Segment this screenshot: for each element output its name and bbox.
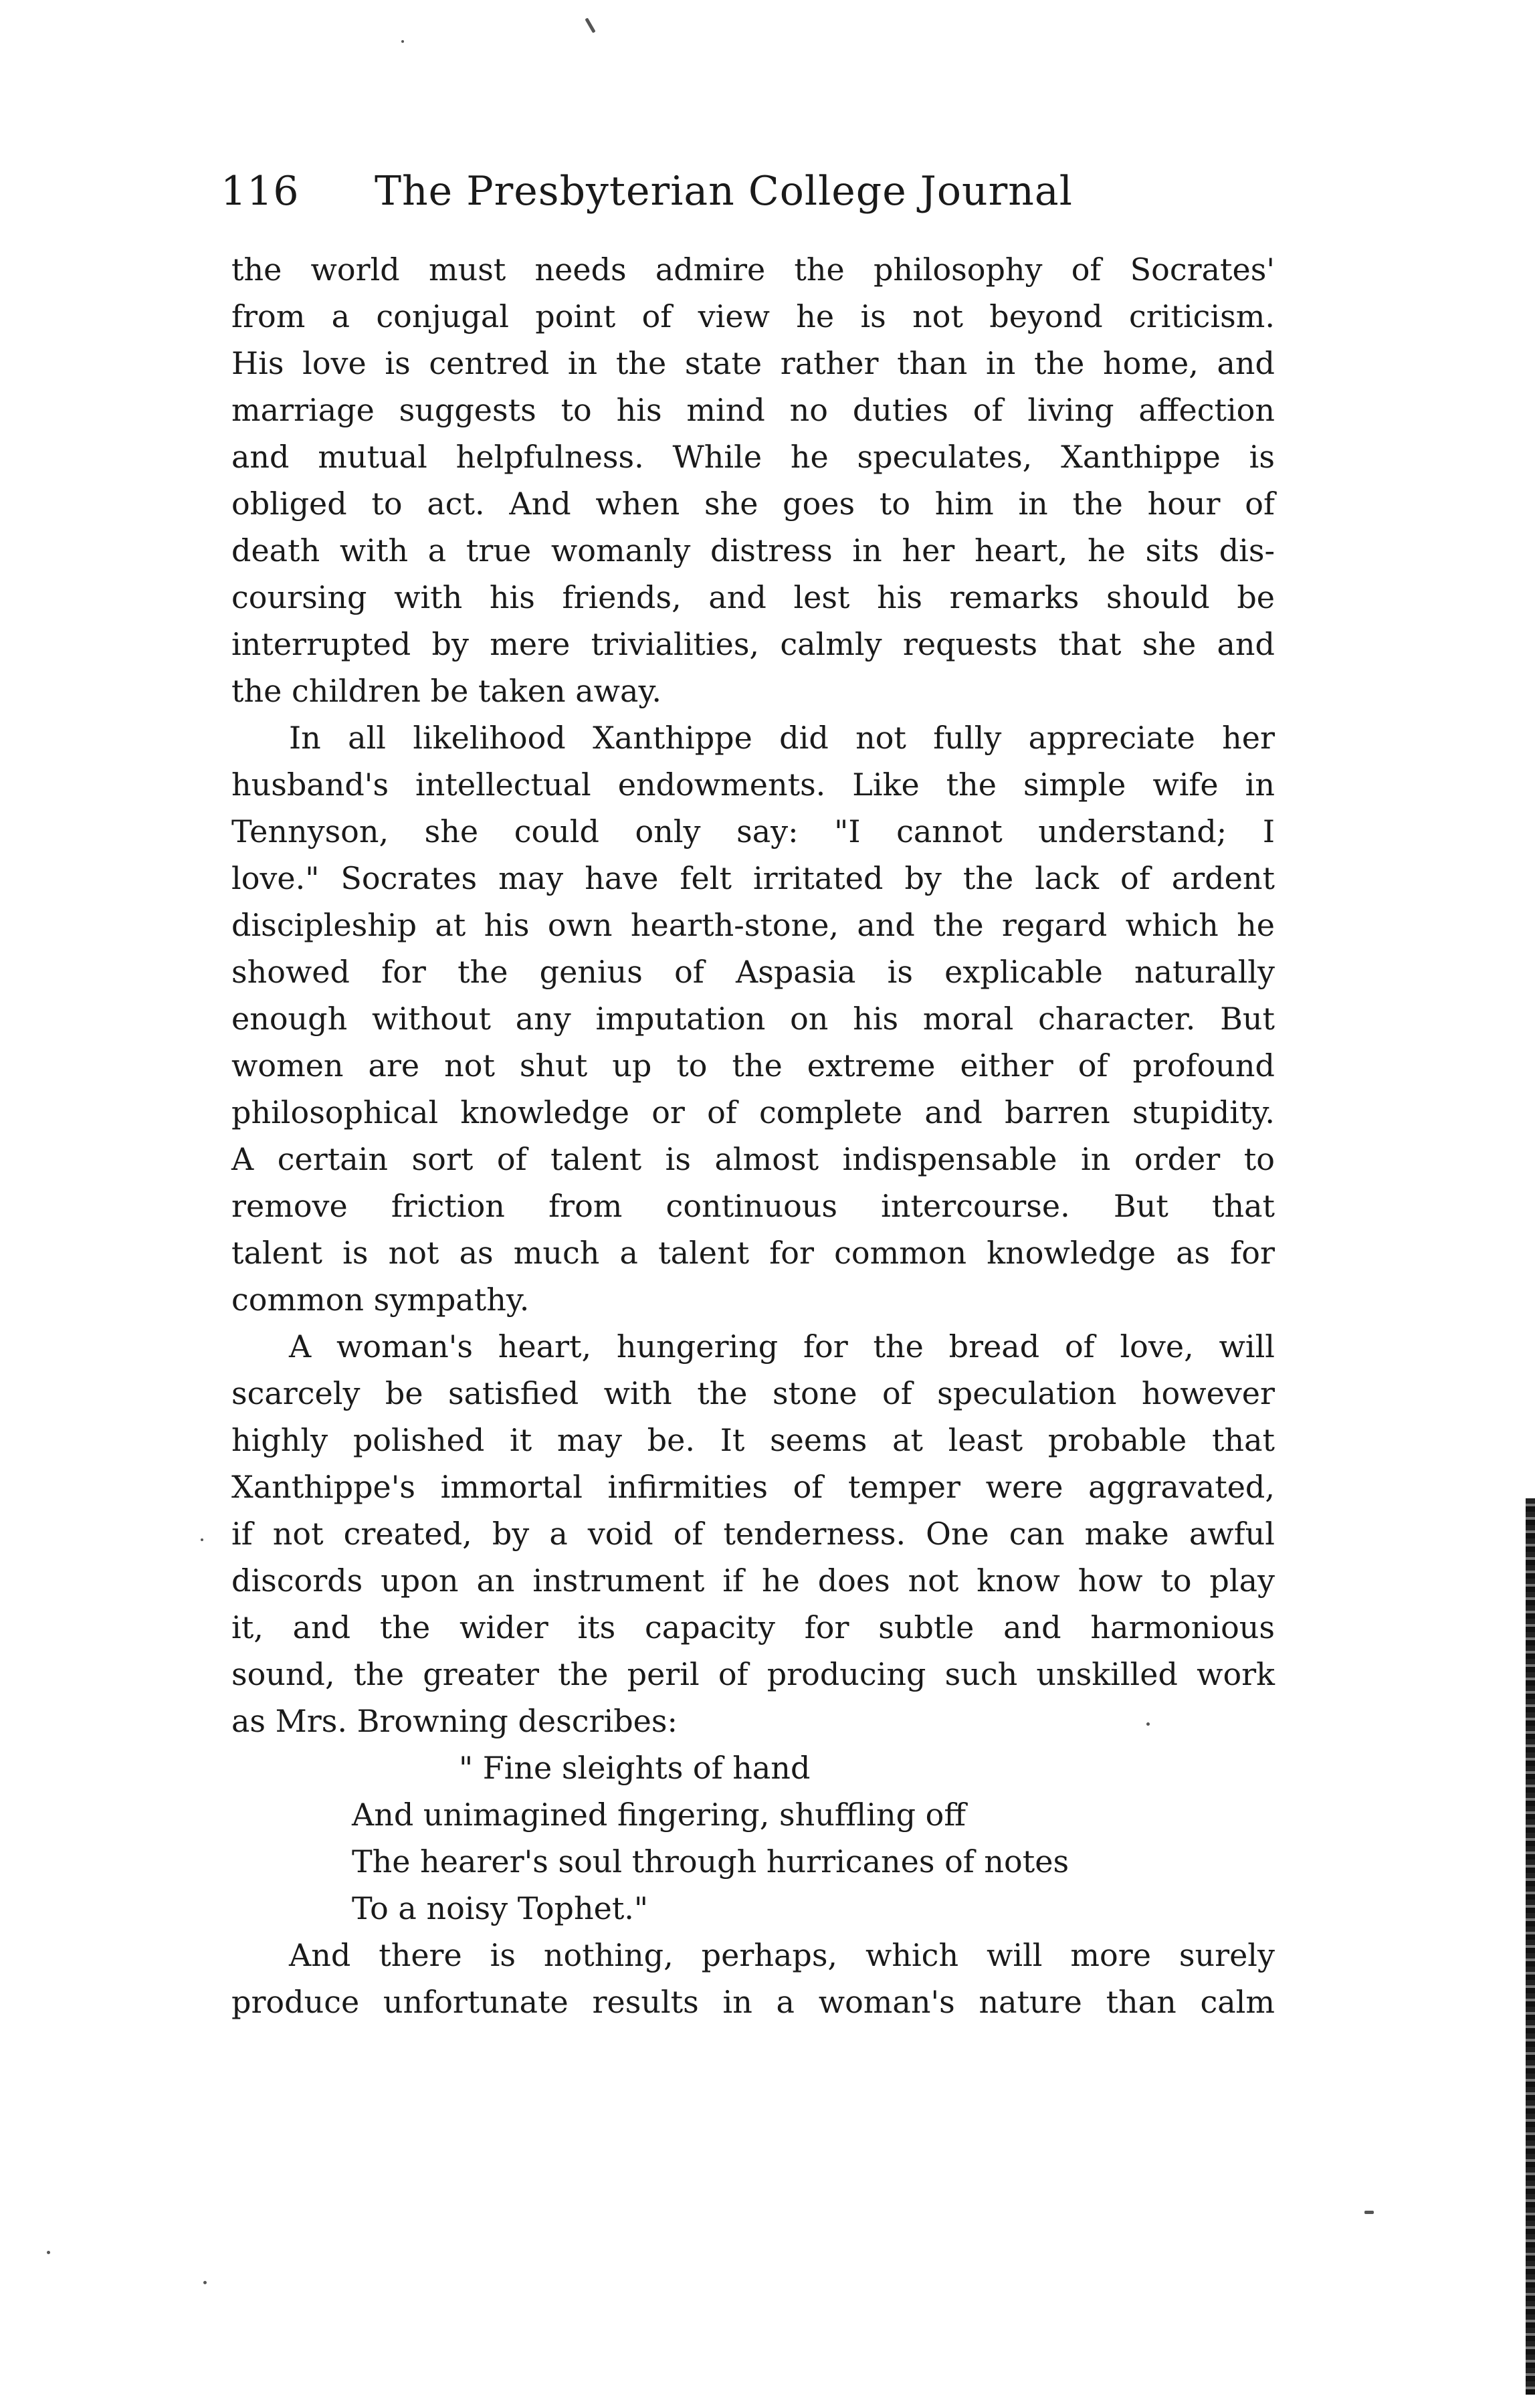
text-line: talent is not as much a talent for common knowledge as for <box>231 1235 1275 1271</box>
scan-speck <box>1146 1722 1150 1726</box>
text-line: if not created, by a void of tenderness. One can make awful <box>231 1516 1275 1552</box>
text-line: from a conjugal point of view he is not beyond criticism. <box>231 298 1275 334</box>
verse-line: And unimagined fingering, shuffling off <box>352 1797 966 1833</box>
paragraph-start: In all likelihood Xanthippe did not fully appreciate her <box>289 720 1275 756</box>
text-line: Xanthippe's immortal infirmities of temper were aggravated, <box>231 1469 1275 1505</box>
text-line: showed for the genius of Aspasia is explicable naturally <box>231 954 1275 990</box>
text-line: the world must needs admire the philosophy of Socrates' <box>231 252 1275 288</box>
text-line: discipleship at his own hearth-stone, and the regard which he <box>231 907 1275 943</box>
verse-quotation <box>231 1744 1275 1932</box>
text-line: remove friction from continuous intercourse. But that <box>231 1188 1275 1224</box>
text-line: obliged to act. And when she goes to him in the hour of <box>231 486 1275 522</box>
running-title: The Presbyterian College Journal <box>375 168 1073 215</box>
text-line: as Mrs. Browning describes: <box>231 1703 678 1739</box>
page-number: 116 <box>221 168 300 215</box>
text-line: the children be taken away. <box>231 673 661 709</box>
text-line: discords upon an instrument if he does not know how to play <box>231 1563 1275 1599</box>
verse-line: " Fine sleights of hand <box>459 1750 811 1786</box>
scan-speck <box>585 17 595 33</box>
text-line: His love is centred in the state rather than in the home, and <box>231 345 1275 381</box>
running-header <box>221 165 1157 218</box>
article-body <box>231 246 1275 2025</box>
text-line: A certain sort of talent is almost indispensable in order to <box>231 1141 1275 1177</box>
text-line: philosophical knowledge or of complete and barren stupidity. <box>231 1094 1275 1130</box>
text-line: produce unfortunate results in a woman's nature than calm <box>231 1984 1275 2020</box>
text-line: coursing with his friends, and lest his remarks should be <box>231 579 1275 615</box>
text-line: women are not shut up to the extreme either of profound <box>231 1047 1275 1084</box>
text-line: it, and the wider its capacity for subtle and harmonious <box>231 1609 1275 1645</box>
text-line: love." Socrates may have felt irritated by the lack of ardent <box>231 860 1275 896</box>
text-line: marriage suggests to his mind no duties of living affection <box>231 392 1275 428</box>
scan-page-edge <box>1526 1498 1535 2395</box>
text-line: common sympathy. <box>231 1282 530 1318</box>
paragraph-start: A woman's heart, hungering for the bread of love, will <box>289 1328 1275 1365</box>
text-line: enough without any imputation on his moral character. But <box>231 1001 1275 1037</box>
scan-speck <box>1364 2211 1374 2214</box>
text-line: interrupted by mere trivialities, calmly requests that she and <box>231 626 1275 662</box>
scan-speck <box>401 40 404 43</box>
text-line: sound, the greater the peril of producing such unskilled work <box>231 1656 1275 1692</box>
scan-speck <box>203 2281 207 2284</box>
verse-line: The hearer's soul through hurricanes of notes <box>352 1843 1069 1880</box>
verse-line: To a noisy Tophet." <box>352 1890 649 1926</box>
text-line: scarcely be satisfied with the stone of speculation however <box>231 1375 1275 1411</box>
text-line: husband's intellectual endowments. Like the simple wife in <box>231 767 1275 803</box>
scan-speck <box>201 1538 203 1541</box>
text-line: highly polished it may be. It seems at least probable that <box>231 1422 1275 1458</box>
text-line: death with a true womanly distress in her heart, he sits dis- <box>231 532 1275 569</box>
text-line: and mutual helpfulness. While he speculates, Xanthippe is <box>231 439 1275 475</box>
paragraph-start: And there is nothing, perhaps, which will more surely <box>289 1937 1275 1973</box>
text-line: Tennyson, she could only say: "I cannot understand; I <box>231 813 1275 849</box>
scan-speck <box>47 2251 50 2254</box>
